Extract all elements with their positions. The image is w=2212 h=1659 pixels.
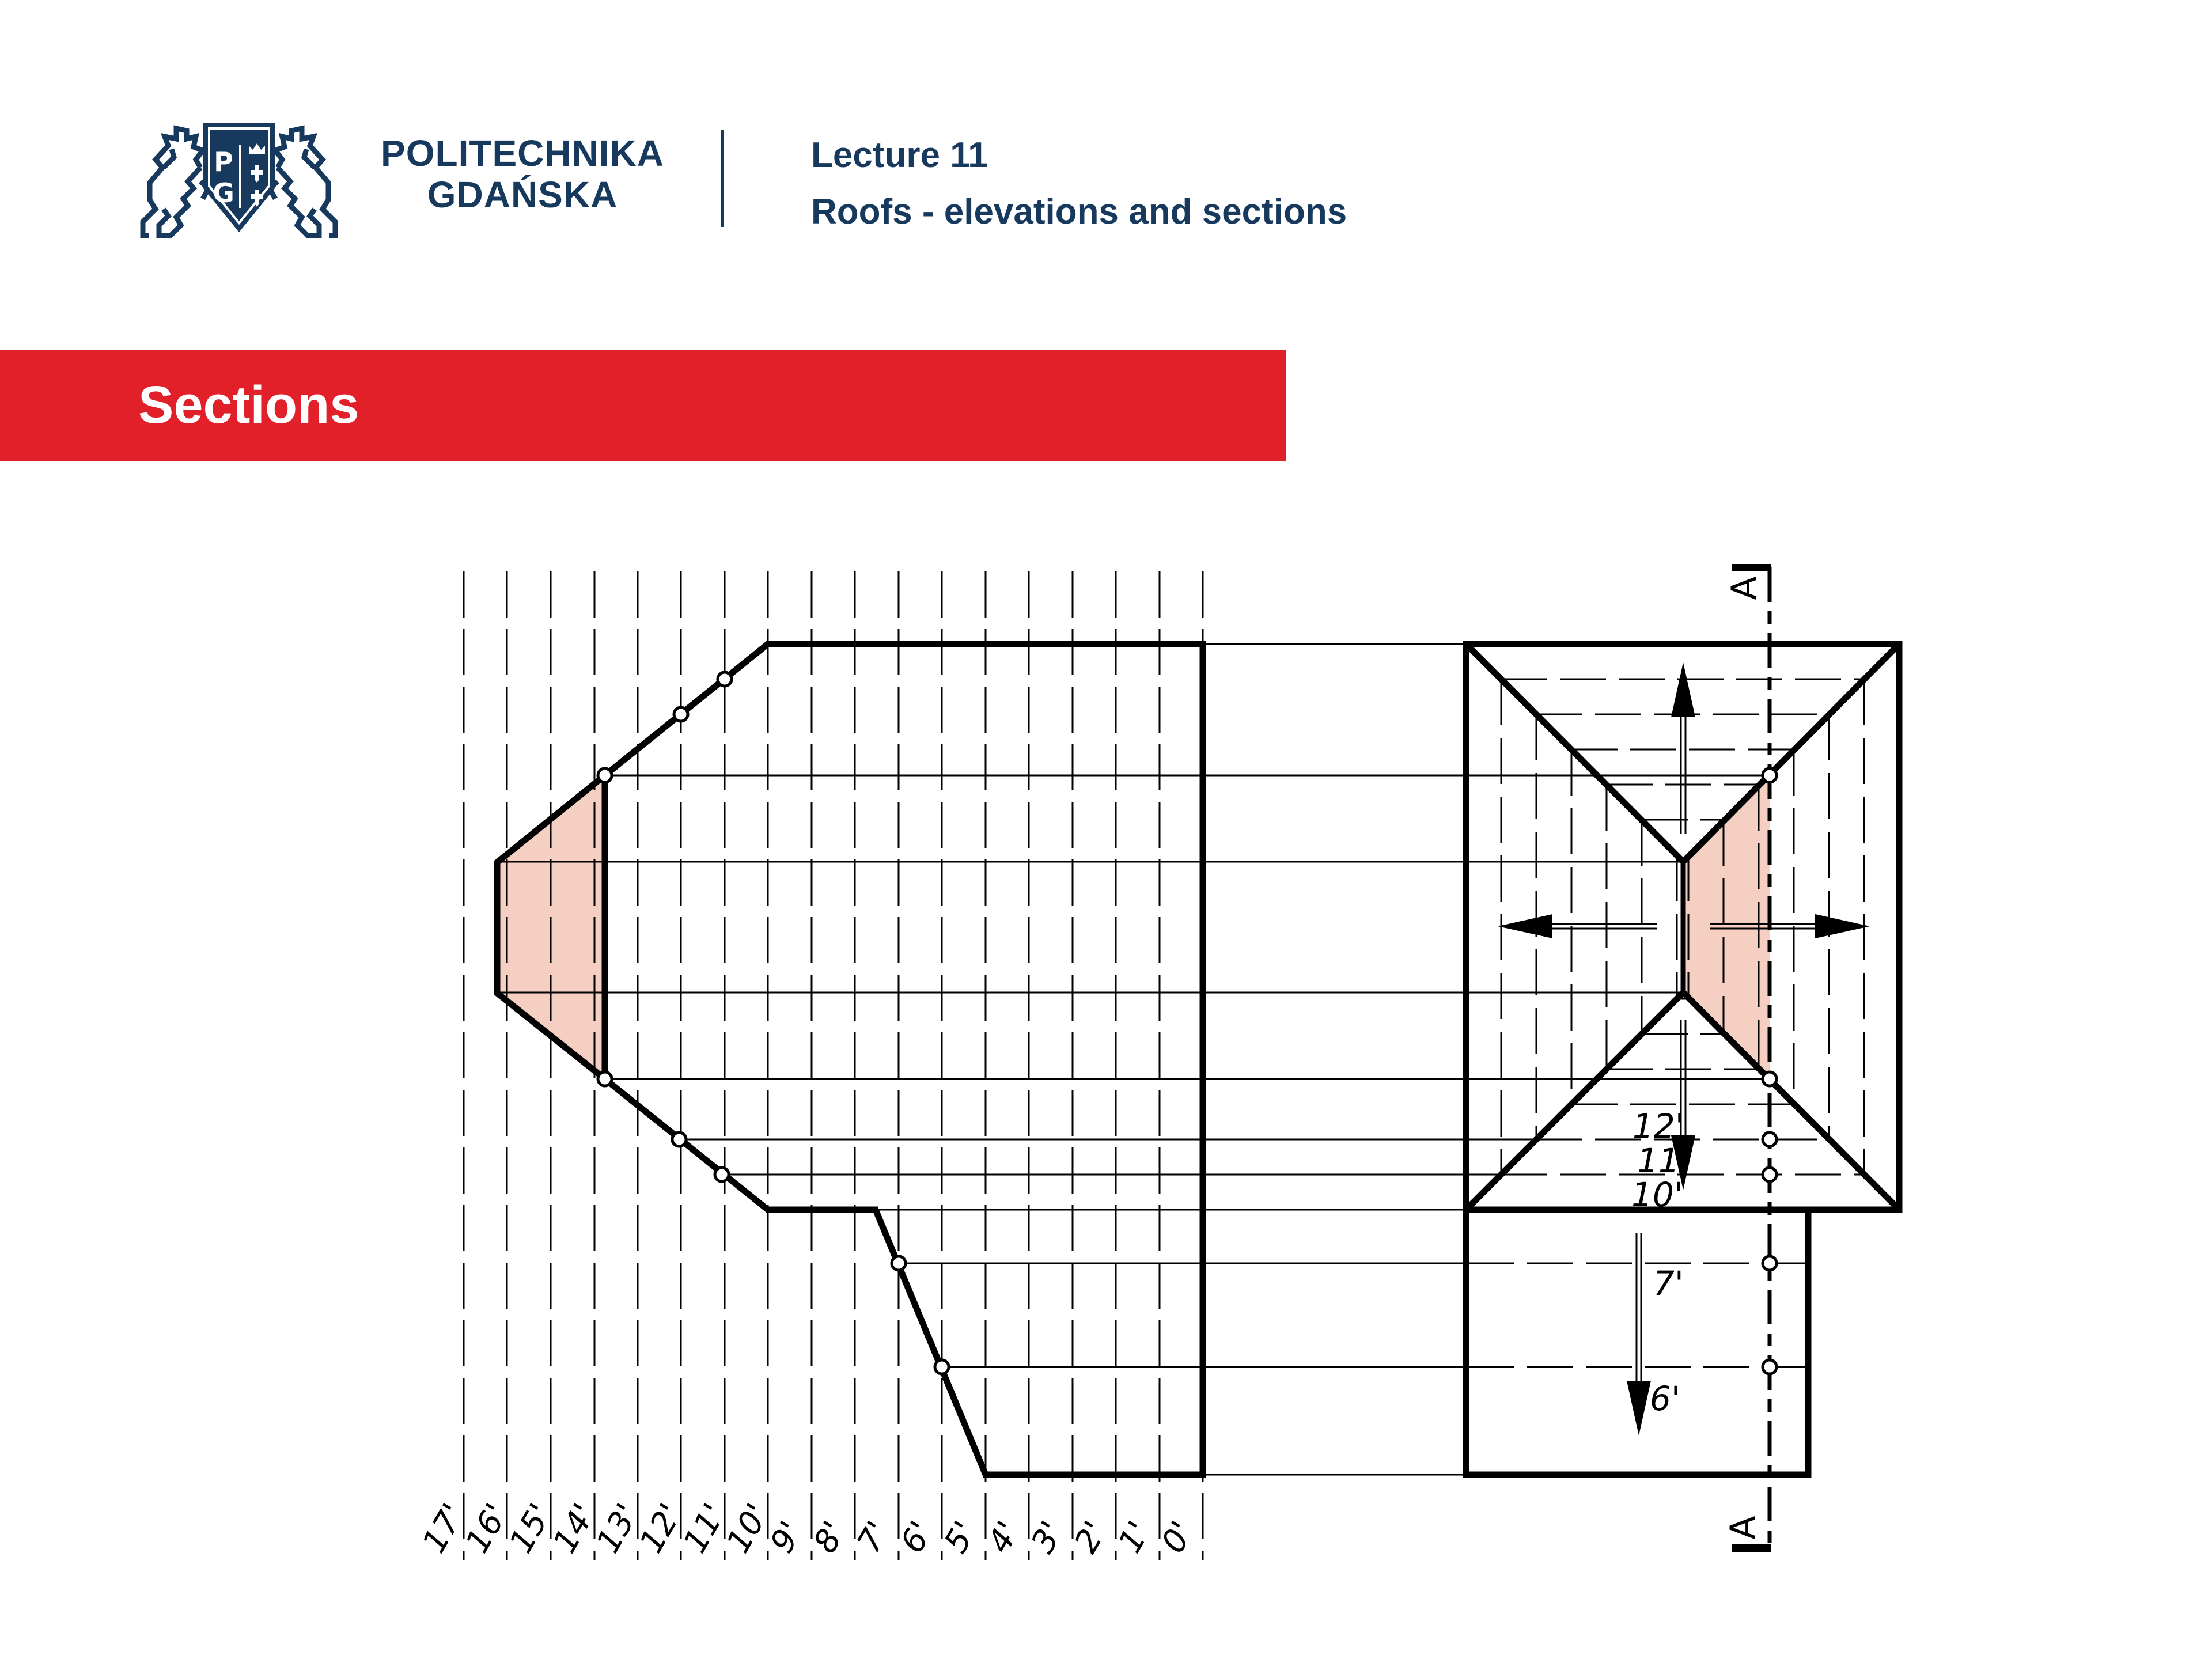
hip-line (1466, 644, 1683, 862)
gridline-label: 4' (980, 1515, 1028, 1559)
slope-arrow-east-head (1815, 914, 1870, 938)
construction-point (1763, 1072, 1777, 1086)
gridline-label: 3' (1024, 1515, 1071, 1559)
gridline-label: 1' (1111, 1515, 1158, 1559)
gridline-label: 16' (458, 1497, 516, 1559)
height-label: 6' (1650, 1379, 1680, 1418)
height-label: 12' (1633, 1107, 1684, 1146)
section-label-A: A (1724, 576, 1764, 600)
gridline-label: 14' (546, 1497, 604, 1559)
gridline-label: 8' (806, 1515, 854, 1559)
construction-point (718, 672, 732, 686)
gridline-label: 11' (676, 1497, 734, 1559)
construction-point (1763, 1256, 1777, 1270)
gridline-label: 0' (1154, 1515, 1202, 1559)
construction-point (1763, 1168, 1777, 1181)
gridline-label: 12' (632, 1497, 690, 1559)
section-label-A: A (1723, 1516, 1763, 1540)
construction-point (935, 1360, 949, 1374)
logo-letter-g: G (213, 177, 234, 209)
institution-line2: GDAŃSKA (427, 174, 618, 215)
construction-point (715, 1168, 729, 1181)
slope-arrow-north-head (1671, 662, 1695, 717)
gridline-label: 7' (850, 1515, 897, 1559)
gridline-label: 6' (893, 1515, 941, 1559)
height-label: 11' (1637, 1141, 1689, 1180)
banner-title: Sections (138, 376, 359, 434)
logo-letter-p: P (214, 146, 233, 177)
construction-point (672, 1132, 686, 1146)
institution-line1: POLITECHNIKA (381, 132, 664, 174)
slope-arrow-west-head (1498, 914, 1552, 938)
section-line-end-bar (1732, 1544, 1771, 1552)
construction-point (1763, 1132, 1777, 1146)
construction-point (1763, 1360, 1777, 1374)
gridline-label: 10' (719, 1497, 777, 1559)
construction-point (598, 768, 612, 782)
height-label: 10' (1631, 1175, 1683, 1214)
gridline-label: 15' (502, 1497, 560, 1559)
gridline-label: 17' (415, 1497, 473, 1559)
gridline-label: 2' (1067, 1515, 1115, 1559)
hip-line (1683, 644, 1899, 862)
construction-point (674, 707, 688, 721)
gridline-label: 5' (937, 1515, 984, 1559)
wing-slope-arrow-head (1627, 1381, 1651, 1435)
gridline-label: 9' (763, 1515, 810, 1559)
section-line-end-bar (1732, 564, 1771, 571)
gridline-label: 13' (589, 1497, 647, 1559)
hip-line (1683, 993, 1899, 1210)
construction-point (598, 1072, 612, 1086)
height-label: 7' (1653, 1264, 1684, 1303)
lecture-title: Roofs - elevations and sections (811, 192, 1347, 232)
construction-point (892, 1256, 906, 1270)
lecture-number: Lecture 11 (811, 135, 988, 175)
construction-point (1763, 768, 1777, 782)
